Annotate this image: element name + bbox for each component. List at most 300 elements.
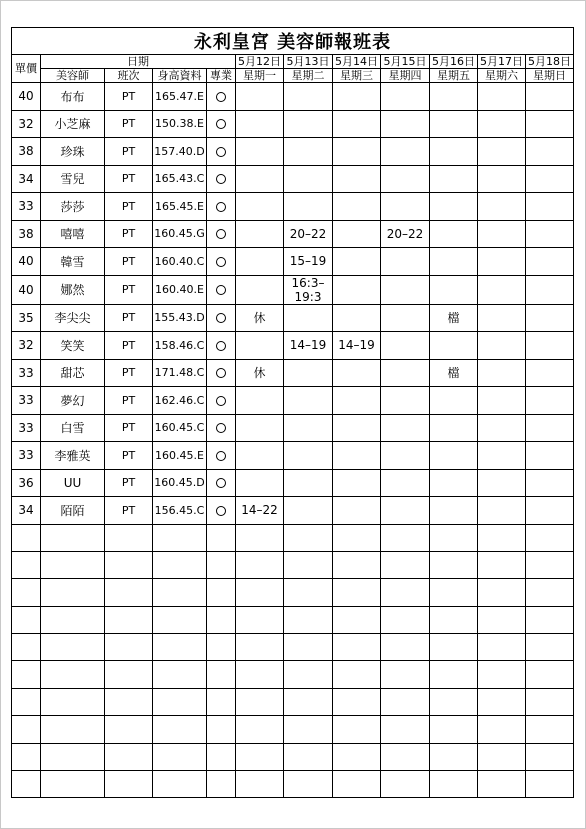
specialty-cell	[207, 304, 236, 332]
profile-cell: 150.38.E	[153, 110, 207, 138]
shift-cell: PT	[105, 193, 153, 221]
empty-cell	[526, 716, 574, 743]
empty-cell	[381, 634, 430, 661]
profile-cell: 156.45.C	[153, 497, 207, 525]
schedule-cell	[526, 110, 574, 138]
empty-cell	[526, 661, 574, 688]
stylist-name-cell: 陌陌	[41, 497, 105, 525]
empty-row	[12, 771, 574, 798]
unit-price-cell: 36	[12, 469, 41, 497]
empty-cell	[430, 579, 478, 606]
empty-cell	[41, 579, 105, 606]
empty-cell	[430, 661, 478, 688]
empty-cell	[526, 579, 574, 606]
table-row	[12, 387, 574, 415]
schedule-cell	[236, 248, 284, 276]
unit-price-cell: 38	[12, 220, 41, 248]
circle-mark-icon	[216, 313, 226, 323]
schedule-cell	[236, 275, 284, 304]
empty-cell	[478, 716, 526, 743]
empty-cell	[105, 606, 153, 633]
schedule-cell	[236, 414, 284, 442]
day-date-header: 5月18日	[526, 55, 574, 69]
empty-cell	[153, 661, 207, 688]
schedule-cell	[333, 248, 381, 276]
empty-cell	[236, 716, 284, 743]
schedule-cell	[478, 442, 526, 470]
stylist-name-cell: 雪兒	[41, 165, 105, 193]
empty-cell	[430, 524, 478, 551]
empty-cell	[207, 524, 236, 551]
empty-cell	[430, 606, 478, 633]
schedule-cell	[236, 220, 284, 248]
shift-cell: PT	[105, 165, 153, 193]
empty-cell	[478, 606, 526, 633]
shift-cell: PT	[105, 304, 153, 332]
specialty-cell	[207, 275, 236, 304]
schedule-cell	[526, 497, 574, 525]
empty-cell	[105, 716, 153, 743]
empty-cell	[12, 771, 41, 798]
empty-cell	[430, 688, 478, 715]
schedule-cell	[430, 110, 478, 138]
empty-cell	[381, 551, 430, 578]
empty-cell	[284, 661, 333, 688]
empty-cell	[41, 716, 105, 743]
schedule-cell	[381, 275, 430, 304]
empty-cell	[381, 606, 430, 633]
schedule-cell	[381, 469, 430, 497]
schedule-cell	[381, 332, 430, 360]
schedule-cell	[236, 442, 284, 470]
shift-cell: PT	[105, 332, 153, 360]
schedule-cell	[381, 497, 430, 525]
specialty-cell	[207, 359, 236, 387]
schedule-cell: 20–22	[284, 220, 333, 248]
empty-cell	[153, 579, 207, 606]
schedule-cell	[430, 138, 478, 166]
schedule-cell	[333, 275, 381, 304]
schedule-cell	[478, 332, 526, 360]
unit-price-cell: 33	[12, 193, 41, 221]
shift-cell: PT	[105, 359, 153, 387]
circle-mark-icon	[216, 478, 226, 488]
schedule-cell	[526, 304, 574, 332]
empty-cell	[153, 771, 207, 798]
schedule-cell	[381, 359, 430, 387]
schedule-cell	[381, 414, 430, 442]
schedule-cell	[526, 193, 574, 221]
profile-cell: 162.46.C	[153, 387, 207, 415]
empty-cell	[333, 579, 381, 606]
empty-cell	[105, 661, 153, 688]
table-row	[12, 138, 574, 166]
schedule-cell	[236, 193, 284, 221]
shift-cell: PT	[105, 387, 153, 415]
empty-cell	[41, 634, 105, 661]
schedule-cell	[284, 387, 333, 415]
profile-cell: 160.40.E	[153, 275, 207, 304]
schedule-cell	[284, 304, 333, 332]
empty-cell	[41, 551, 105, 578]
empty-cell	[12, 743, 41, 770]
specialty-cell	[207, 497, 236, 525]
table-row	[12, 414, 574, 442]
empty-cell	[12, 716, 41, 743]
unit-price-cell: 32	[12, 332, 41, 360]
schedule-cell	[333, 165, 381, 193]
stylist-name-cell: 李雅英	[41, 442, 105, 470]
schedule-cell	[526, 248, 574, 276]
schedule-cell: 休	[236, 304, 284, 332]
schedule-cell	[381, 248, 430, 276]
schedule-cell	[236, 110, 284, 138]
profile-cell: 160.45.D	[153, 469, 207, 497]
empty-cell	[333, 661, 381, 688]
empty-cell	[207, 688, 236, 715]
stylist-name-cell: 李尖尖	[41, 304, 105, 332]
schedule-cell	[284, 83, 333, 111]
schedule-cell	[284, 165, 333, 193]
schedule-cell	[430, 220, 478, 248]
shift-cell: PT	[105, 275, 153, 304]
profile-cell: 165.45.E	[153, 193, 207, 221]
schedule-cell	[333, 414, 381, 442]
empty-cell	[12, 634, 41, 661]
circle-mark-icon	[216, 202, 226, 212]
profile-cell: 160.40.C	[153, 248, 207, 276]
schedule-cell: 14–19	[333, 332, 381, 360]
empty-cell	[381, 716, 430, 743]
schedule-cell	[478, 220, 526, 248]
empty-cell	[236, 771, 284, 798]
empty-cell	[284, 551, 333, 578]
schedule-cell	[430, 83, 478, 111]
unit-price-cell: 32	[12, 110, 41, 138]
stylist-name-cell: 娜然	[41, 275, 105, 304]
schedule-cell	[478, 469, 526, 497]
empty-cell	[333, 551, 381, 578]
stylist-name-cell: 莎莎	[41, 193, 105, 221]
schedule-cell	[333, 497, 381, 525]
schedule-cell	[478, 248, 526, 276]
empty-cell	[284, 743, 333, 770]
empty-cell	[430, 743, 478, 770]
empty-row	[12, 524, 574, 551]
empty-cell	[105, 634, 153, 661]
unit-price-cell: 40	[12, 83, 41, 111]
unit-price-header: 單價	[12, 55, 41, 83]
schedule-cell	[526, 332, 574, 360]
circle-mark-icon	[216, 341, 226, 351]
specialty-cell	[207, 332, 236, 360]
empty-cell	[333, 743, 381, 770]
empty-cell	[236, 688, 284, 715]
empty-cell	[207, 579, 236, 606]
table-row	[12, 304, 574, 332]
stylist-name-cell: UU	[41, 469, 105, 497]
empty-cell	[478, 688, 526, 715]
empty-cell	[430, 551, 478, 578]
profile-cell: 160.45.E	[153, 442, 207, 470]
schedule-cell	[526, 165, 574, 193]
schedule-cell	[381, 442, 430, 470]
empty-cell	[526, 606, 574, 633]
schedule-cell	[333, 138, 381, 166]
specialty-cell	[207, 138, 236, 166]
schedule-table	[11, 27, 574, 798]
schedule-cell	[526, 359, 574, 387]
schedule-cell	[478, 497, 526, 525]
empty-cell	[478, 771, 526, 798]
circle-mark-icon	[216, 451, 226, 461]
schedule-cell	[526, 220, 574, 248]
table-row	[12, 165, 574, 193]
empty-cell	[381, 524, 430, 551]
day-date-header: 5月14日	[333, 55, 381, 69]
empty-cell	[526, 551, 574, 578]
schedule-cell	[381, 83, 430, 111]
empty-cell	[105, 688, 153, 715]
empty-cell	[381, 771, 430, 798]
stylist-name-cell: 笑笑	[41, 332, 105, 360]
empty-cell	[284, 579, 333, 606]
empty-cell	[478, 579, 526, 606]
circle-mark-icon	[216, 285, 226, 295]
empty-cell	[41, 743, 105, 770]
empty-cell	[284, 606, 333, 633]
specialty-cell	[207, 248, 236, 276]
profile-cell: 158.46.C	[153, 332, 207, 360]
table-row	[12, 469, 574, 497]
empty-cell	[284, 688, 333, 715]
empty-cell	[284, 771, 333, 798]
empty-cell	[333, 606, 381, 633]
empty-cell	[284, 634, 333, 661]
stylist-name-cell: 夢幻	[41, 387, 105, 415]
profile-cell: 160.45.C	[153, 414, 207, 442]
schedule-cell	[478, 359, 526, 387]
empty-row	[12, 579, 574, 606]
specialty-cell	[207, 83, 236, 111]
circle-mark-icon	[216, 119, 226, 129]
schedule-cell	[478, 275, 526, 304]
schedule-cell	[333, 110, 381, 138]
specialty-cell	[207, 110, 236, 138]
empty-cell	[526, 771, 574, 798]
stylist-name-cell: 小芝麻	[41, 110, 105, 138]
empty-cell	[12, 524, 41, 551]
empty-cell	[333, 771, 381, 798]
schedule-cell	[478, 83, 526, 111]
table-row	[12, 220, 574, 248]
schedule-cell	[333, 304, 381, 332]
schedule-cell: 檔	[430, 304, 478, 332]
schedule-cell	[284, 359, 333, 387]
stylist-name-cell: 珍珠	[41, 138, 105, 166]
shift-cell: PT	[105, 138, 153, 166]
empty-cell	[153, 634, 207, 661]
unit-price-cell: 33	[12, 359, 41, 387]
empty-cell	[12, 606, 41, 633]
empty-cell	[526, 743, 574, 770]
empty-cell	[105, 743, 153, 770]
specialty-cell	[207, 165, 236, 193]
shift-cell: PT	[105, 497, 153, 525]
empty-row	[12, 743, 574, 770]
empty-cell	[381, 661, 430, 688]
empty-cell	[12, 579, 41, 606]
empty-cell	[41, 771, 105, 798]
schedule-cell	[526, 138, 574, 166]
schedule-cell	[381, 193, 430, 221]
empty-cell	[430, 771, 478, 798]
schedule-cell	[430, 497, 478, 525]
schedule-cell	[284, 414, 333, 442]
day-date-header: 5月13日	[284, 55, 333, 69]
empty-cell	[381, 579, 430, 606]
empty-cell	[478, 551, 526, 578]
empty-cell	[333, 524, 381, 551]
empty-row	[12, 551, 574, 578]
shift-cell: PT	[105, 442, 153, 470]
day-date-header: 5月17日	[478, 55, 526, 69]
empty-cell	[12, 661, 41, 688]
empty-cell	[207, 716, 236, 743]
empty-cell	[12, 551, 41, 578]
table-row	[12, 497, 574, 525]
schedule-cell	[526, 275, 574, 304]
profile-cell: 157.40.D	[153, 138, 207, 166]
shift-cell: PT	[105, 220, 153, 248]
empty-cell	[41, 606, 105, 633]
schedule-cell: 檔	[430, 359, 478, 387]
shift-cell: PT	[105, 469, 153, 497]
empty-cell	[430, 634, 478, 661]
profile-cell: 171.48.C	[153, 359, 207, 387]
profile-header: 身高資料	[153, 69, 207, 83]
schedule-cell	[430, 387, 478, 415]
empty-cell	[478, 661, 526, 688]
profile-cell: 155.43.D	[153, 304, 207, 332]
stylist-name-cell: 韓雪	[41, 248, 105, 276]
empty-row	[12, 606, 574, 633]
circle-mark-icon	[216, 368, 226, 378]
unit-price-cell: 33	[12, 414, 41, 442]
empty-cell	[207, 634, 236, 661]
empty-cell	[153, 606, 207, 633]
schedule-cell	[430, 165, 478, 193]
schedule-cell	[430, 414, 478, 442]
schedule-cell: 16:3– 19:3	[284, 275, 333, 304]
empty-cell	[153, 716, 207, 743]
circle-mark-icon	[216, 147, 226, 157]
schedule-cell	[526, 442, 574, 470]
schedule-cell	[284, 193, 333, 221]
unit-price-cell: 33	[12, 387, 41, 415]
empty-cell	[41, 661, 105, 688]
empty-cell	[207, 551, 236, 578]
schedule-cell	[236, 138, 284, 166]
schedule-cell	[381, 165, 430, 193]
day-date-header: 5月15日	[381, 55, 430, 69]
empty-cell	[236, 579, 284, 606]
weekday-header: 星期日	[526, 69, 574, 83]
profile-cell: 165.47.E	[153, 83, 207, 111]
empty-cell	[105, 579, 153, 606]
stylist-name-cell: 白雪	[41, 414, 105, 442]
schedule-cell	[236, 469, 284, 497]
profile-cell: 165.43.C	[153, 165, 207, 193]
empty-cell	[333, 634, 381, 661]
table-row	[12, 442, 574, 470]
empty-cell	[333, 716, 381, 743]
empty-cell	[526, 688, 574, 715]
schedule-cell	[478, 387, 526, 415]
weekday-header: 星期六	[478, 69, 526, 83]
table-row	[12, 193, 574, 221]
empty-cell	[333, 688, 381, 715]
schedule-cell	[526, 83, 574, 111]
empty-cell	[284, 524, 333, 551]
empty-cell	[284, 716, 333, 743]
stylist-header: 美容師	[41, 69, 105, 83]
schedule-cell	[333, 469, 381, 497]
day-date-header: 5月16日	[430, 55, 478, 69]
empty-row	[12, 634, 574, 661]
sheet-title: 永利皇宮 美容師報班表	[12, 28, 574, 55]
table-row	[12, 359, 574, 387]
shift-cell: PT	[105, 110, 153, 138]
circle-mark-icon	[216, 423, 226, 433]
circle-mark-icon	[216, 229, 226, 239]
shift-header: 班次	[105, 69, 153, 83]
schedule-cell	[236, 387, 284, 415]
unit-price-cell: 40	[12, 275, 41, 304]
unit-price-cell: 38	[12, 138, 41, 166]
schedule-cell	[478, 414, 526, 442]
specialty-cell	[207, 414, 236, 442]
schedule-cell	[236, 83, 284, 111]
empty-cell	[207, 661, 236, 688]
empty-cell	[430, 716, 478, 743]
table-row	[12, 248, 574, 276]
empty-cell	[153, 524, 207, 551]
schedule-cell	[236, 165, 284, 193]
schedule-cell	[430, 442, 478, 470]
schedule-cell	[236, 332, 284, 360]
unit-price-cell: 34	[12, 497, 41, 525]
empty-cell	[105, 551, 153, 578]
table-row	[12, 110, 574, 138]
empty-cell	[41, 524, 105, 551]
empty-cell	[478, 524, 526, 551]
schedule-cell	[333, 442, 381, 470]
empty-cell	[236, 524, 284, 551]
specialty-cell	[207, 220, 236, 248]
shift-cell: PT	[105, 414, 153, 442]
empty-cell	[153, 688, 207, 715]
schedule-cell	[430, 275, 478, 304]
empty-cell	[105, 771, 153, 798]
unit-price-cell: 33	[12, 442, 41, 470]
empty-cell	[478, 743, 526, 770]
circle-mark-icon	[216, 174, 226, 184]
date-header: 日期	[41, 55, 236, 69]
specialty-cell	[207, 193, 236, 221]
schedule-cell	[526, 387, 574, 415]
table-row	[12, 83, 574, 111]
